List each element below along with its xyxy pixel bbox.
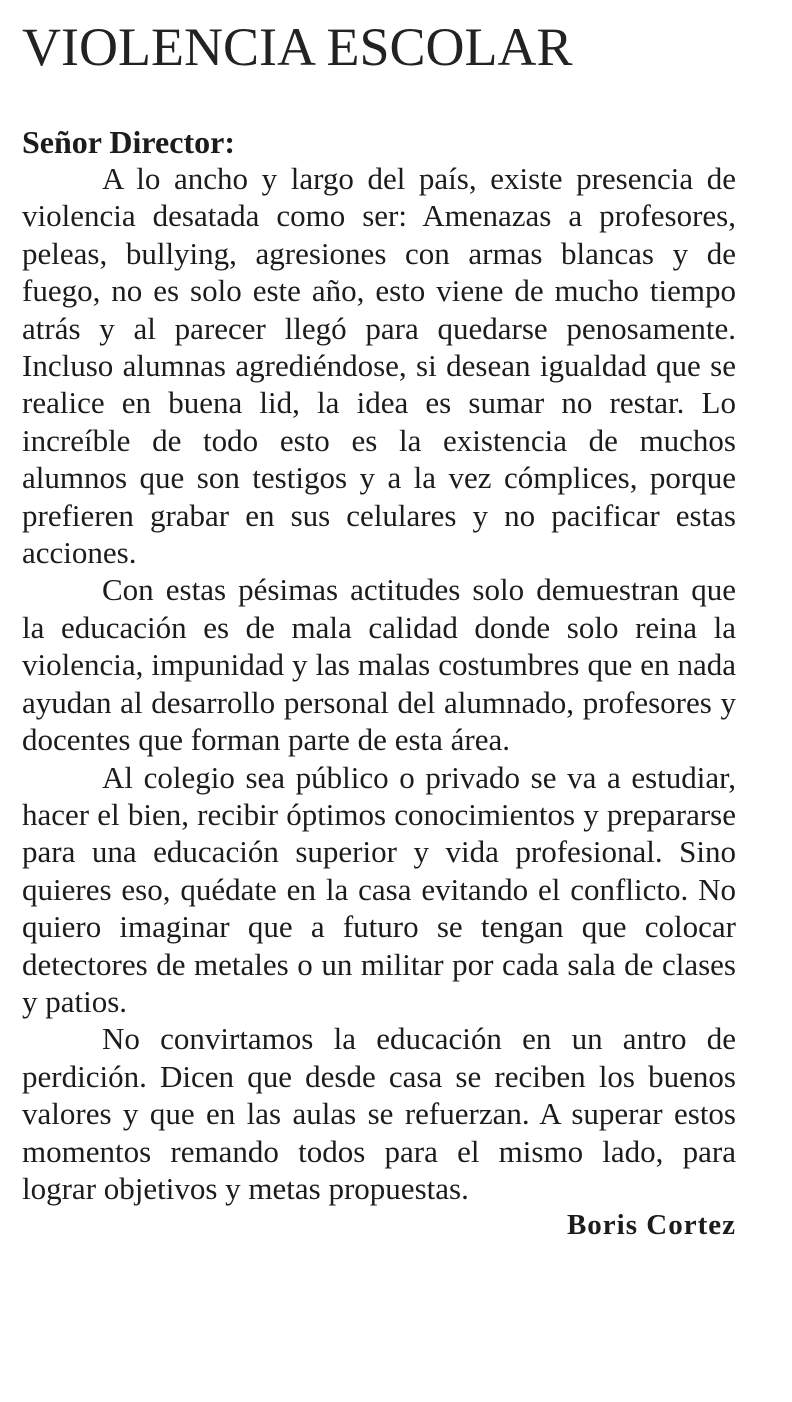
paragraph-4: No convirtamos la educación en un antro de perdición. Dicen que desde casa se reciben los buenos valores y que en las aulas se refuerzan. A superar estos momentos remando todos para el mismo lado, para lograr objetivos y metas propuestas. (22, 1021, 736, 1206)
paragraph-3: Al colegio sea público o privado se va a estudiar, hacer el bien, recibir óptimos conocimientos y prepararse para una educación superior y vida profesional. Sino quieres eso, quédate en la casa evitando el conflicto. No quiero imaginar que a futuro se tengan que colocar detectores de metales o un militar por cada sala de clases y patios. (22, 759, 736, 1019)
paragraph-2: Con estas pésimas actitudes solo demuestran que la educación es de mala calidad donde solo reina la violencia, impunidad y las malas costumbres que en nada ayudan al desarrollo personal del alumnado, profesores y docentes que forman parte de esta área. (22, 572, 736, 758)
headline: VIOLENCIA ESCOLAR (22, 17, 573, 77)
paragraph-1: A lo ancho y largo del país, existe presencia de violencia desatada como ser: Amenazas a profesores, peleas, bullying, agresiones con armas blancas y de fuego, no es solo este año, esto viene de mucho tiempo atrás y al parecer llegó para quedarse penosamente. Incluso alumnas agrediéndose, si desean igualdad que se realice en buena lid, la idea es sumar no restar. Lo increíble de todo esto es la existencia de muchos alumnos que son testigos y a la vez cómplices, porque prefieren grabar en sus celulares y no pacificar estas acciones. (22, 161, 736, 571)
author-signature: Boris Cortez (566, 1209, 736, 1242)
letter-article (22, 12, 736, 1243)
salutation: Señor Director: (22, 124, 235, 160)
